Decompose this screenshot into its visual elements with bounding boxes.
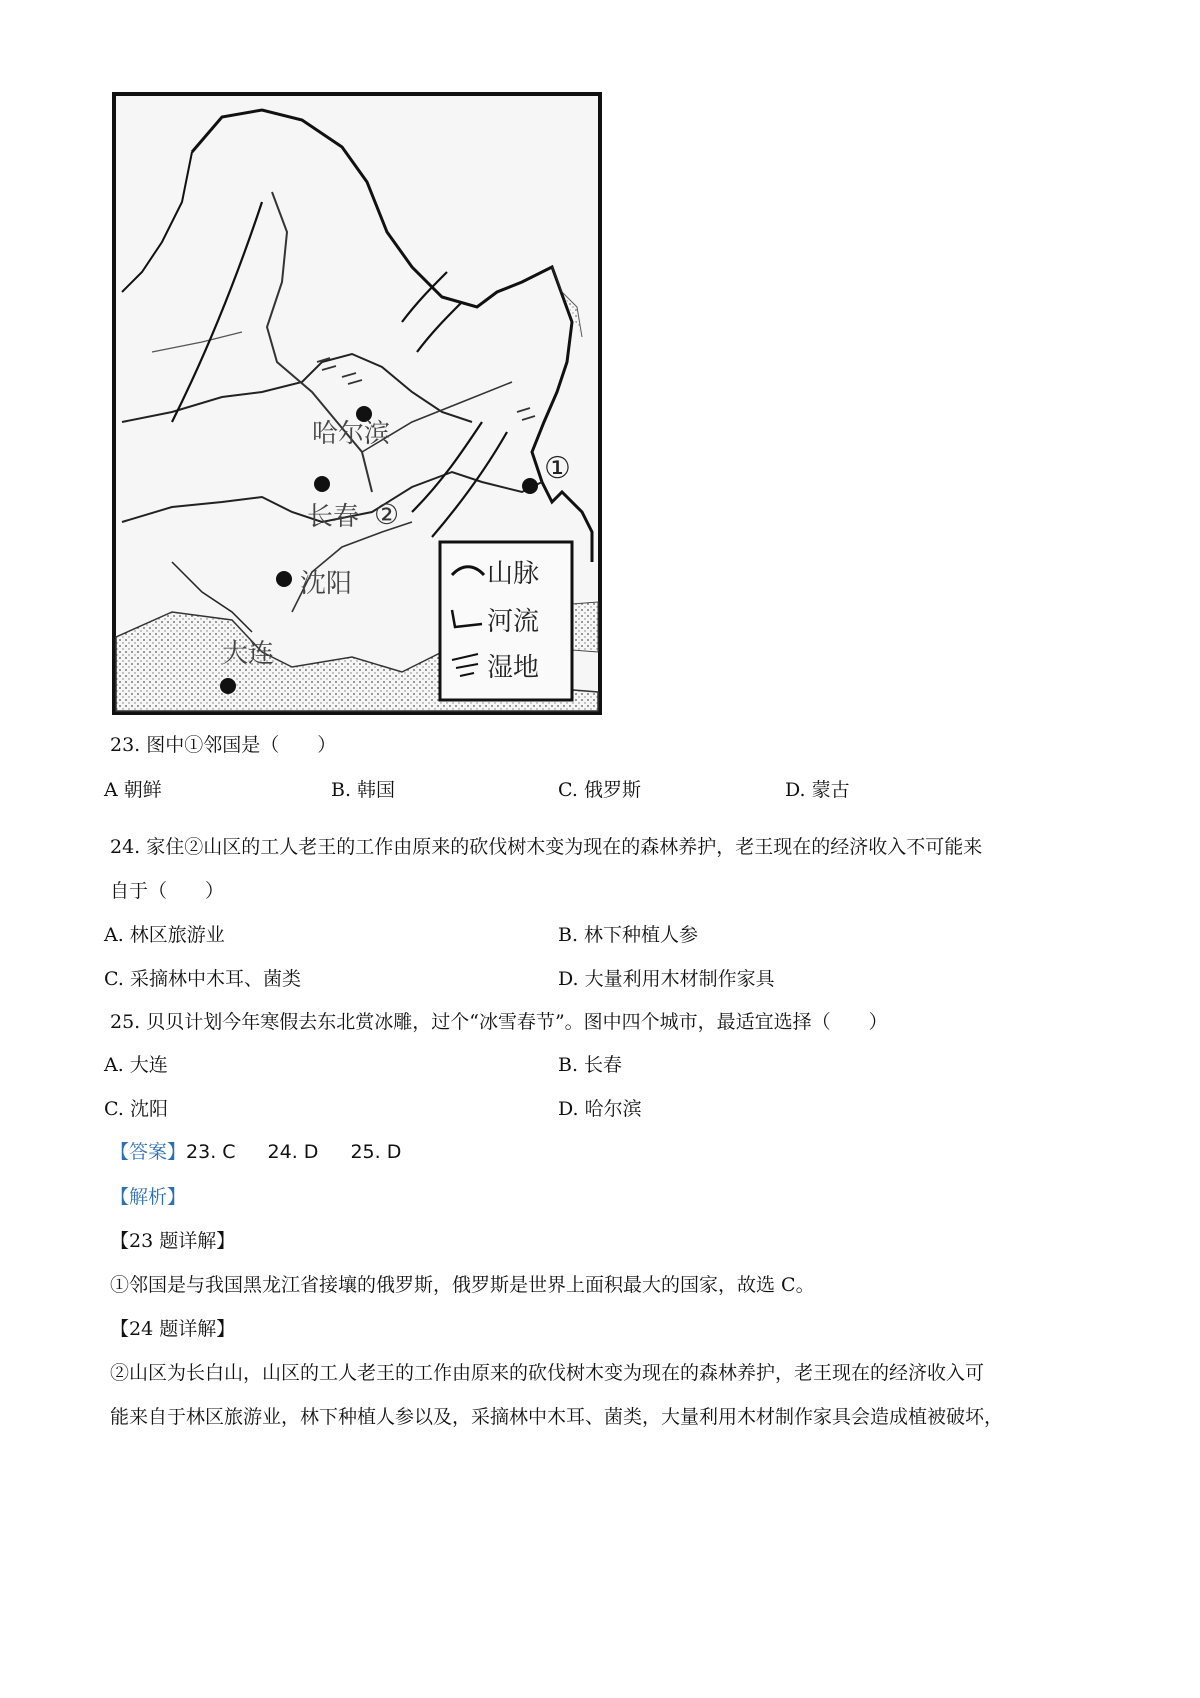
- detail-24-line1: ②山区为长白山，山区的工人老王的工作由原来的砍伐树木变为现在的森林养护，老王现在的经济收入可: [110, 1362, 985, 1384]
- dalian-label: 大连: [222, 639, 275, 669]
- detail-23-title: 【23 题详解】: [110, 1230, 236, 1252]
- q25-option-d: D. 哈尔滨: [558, 1098, 642, 1120]
- marker-1: ①: [544, 451, 571, 486]
- q24-option-d: D. 大量利用木材制作家具: [558, 968, 775, 990]
- map-legend: [440, 542, 572, 700]
- q23-option-c: C. 俄罗斯: [558, 779, 641, 801]
- answer-row: [110, 1139, 433, 1165]
- q23-stem: 23. 图中①邻国是（ ）: [110, 734, 337, 756]
- q24-stem-line1: 24. 家住②山区的工人老王的工作由原来的砍伐树木变为现在的森林养护，老王现在的经济收入不可能来: [110, 836, 983, 858]
- q23-option-d: D. 蒙古: [785, 779, 850, 801]
- shenyang-dot: [276, 571, 292, 587]
- q24-option-c: C. 采摘林中木耳、菌类: [104, 968, 301, 990]
- legend-river-label: 河流: [487, 607, 540, 637]
- analysis-tag: 【解析】: [110, 1186, 187, 1208]
- q24-stem-line2: 自于（ ）: [110, 880, 225, 902]
- legend-mountain-label: 山脉: [487, 559, 540, 589]
- marker-1-dot: [522, 478, 538, 494]
- shenyang-label: 沈阳: [300, 569, 353, 599]
- legend-wetland-label: 湿地: [487, 653, 540, 683]
- answer-25: 25. D: [350, 1141, 402, 1163]
- detail-24-title: 【24 题详解】: [110, 1318, 236, 1340]
- northeast-china-map: [112, 92, 602, 715]
- q25-option-b: B. 长春: [558, 1054, 623, 1076]
- q25-option-c: C. 沈阳: [104, 1098, 168, 1120]
- detail-23-text: ①邻国是与我国黑龙江省接壤的俄罗斯，俄罗斯是世界上面积最大的国家，故选 C。: [110, 1274, 815, 1296]
- changchun-dot: [314, 476, 330, 492]
- q23-option-a: A 朝鲜: [104, 779, 162, 801]
- q23-option-b: B. 韩国: [331, 779, 396, 801]
- detail-24-line2: 能来自于林区旅游业，林下种植人参以及，采摘林中木耳、菌类，大量利用木材制作家具会造成植被破坏，: [110, 1406, 1004, 1428]
- q25-option-a: A. 大连: [104, 1054, 168, 1076]
- changchun-label: 长春: [307, 502, 360, 532]
- answer-23: 23. C: [186, 1141, 236, 1163]
- q24-option-a: A. 林区旅游业: [104, 924, 225, 946]
- answer-tag: 【答案】: [110, 1141, 187, 1163]
- q24-option-b: B. 林下种植人参: [558, 924, 699, 946]
- harbin-label: 哈尔滨: [312, 419, 391, 449]
- marker-2: ②: [374, 498, 400, 531]
- q25-stem: 25. 贝贝计划今年寒假去东北赏冰雕，过个“冰雪春节”。图中四个城市，最适宜选择（ ）: [110, 1011, 888, 1033]
- answer-24: 24. D: [267, 1141, 319, 1163]
- dalian-dot: [220, 678, 236, 694]
- map-svg: [112, 92, 602, 715]
